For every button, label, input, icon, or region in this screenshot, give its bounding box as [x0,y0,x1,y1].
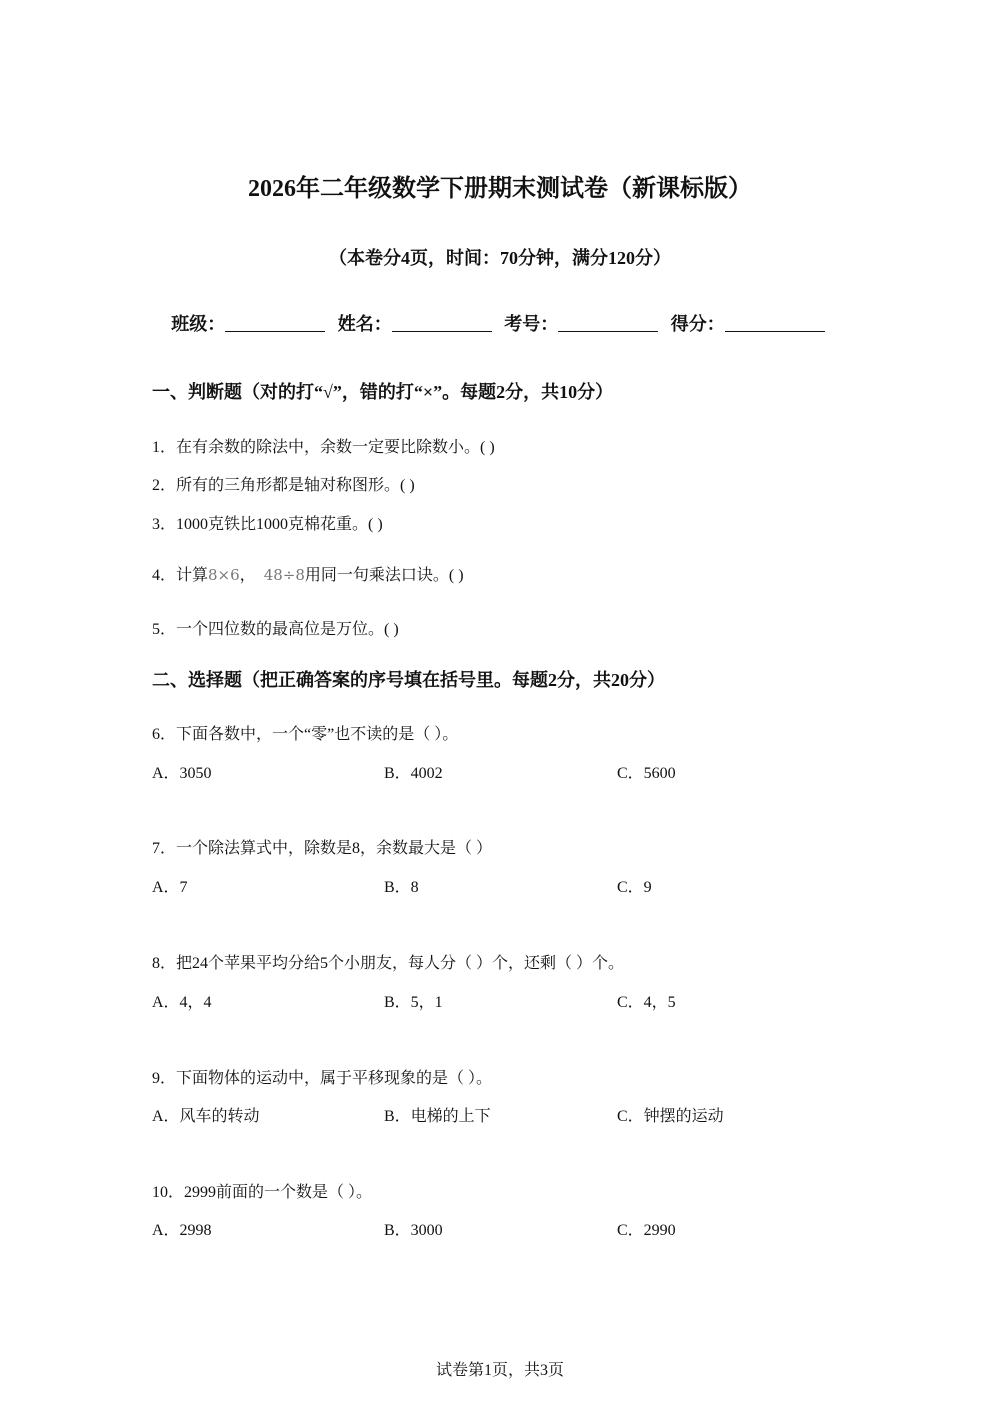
question-4-expr1: 8×6 [208,566,240,584]
question-4 [152,562,464,585]
section-true-false-title: 一、判断题（对的打“√”，错的打“×”。每题2分，共10分） [152,382,614,402]
question-4-before: 4．计算 [152,567,209,584]
question-6-option-c: C．5600 [617,765,676,782]
question-8-option-a: A．4，4 [152,994,212,1011]
question-6-option-a: A．3050 [152,765,212,782]
question-10-option-a: A．2998 [152,1222,212,1239]
page-subtitle: （本卷分4页，时间：70分钟，满分120分） [329,248,671,268]
question-5: 5．一个四位数的最高位是万位。( ) [152,621,399,638]
student-info-row [0,310,1000,336]
question-7-option-a: A．7 [152,879,188,896]
question-9: 9．下面物体的运动中，属于平移现象的是（ ）。 [152,1070,493,1087]
class-blank[interactable] [225,313,325,332]
question-7-option-b: B．8 [384,879,419,896]
question-6: 6．下面各数中，一个“零”也不读的是（ ）。 [152,726,459,743]
page-footer: 试卷第1页，共3页 [435,1362,564,1379]
question-9-option-a: A．风车的转动 [152,1108,260,1125]
exam-number-label: 考号： [504,314,559,334]
question-4-sep: ， [239,567,256,584]
page-title: 2026年二年级数学下册期末测试卷（新课标版） [248,176,752,202]
class-label: 班级： [171,314,226,334]
question-10: 10．2999前面的一个数是（ ）。 [152,1184,373,1201]
question-8-option-c: C．4，5 [617,994,676,1011]
question-8-option-b: B．5，1 [384,994,443,1011]
question-4-expr2: 48÷8 [263,566,305,584]
question-10-option-b: B．3000 [384,1222,443,1239]
name-label: 姓名： [337,314,392,334]
question-7: 7．一个除法算式中，除数是8，余数最大是（ ） [152,840,493,857]
question-8: 8．把24个苹果平均分给5个小朋友，每人分（ ）个，还剩（ ）个。 [152,955,625,972]
question-2: 2．所有的三角形都是轴对称图形。( ) [152,477,415,494]
question-9-option-c: C．钟摆的运动 [617,1108,724,1125]
question-10-option-c: C．2990 [617,1222,676,1239]
exam-number-blank[interactable] [558,313,658,332]
question-7-option-c: C．9 [617,879,652,896]
question-3: 3．1000克铁比1000克棉花重。( ) [152,516,383,533]
question-9-option-b: B．电梯的上下 [384,1108,491,1125]
score-label: 得分： [670,314,725,334]
section-choice-title: 二、选择题（把正确答案的序号填在括号里。每题2分，共20分） [152,670,665,690]
score-blank[interactable] [725,313,825,332]
question-6-option-b: B．4002 [384,765,443,782]
question-4-after: 用同一句乘法口诀。( ) [304,567,464,584]
question-1: 1．在有余数的除法中，余数一定要比除数小。( ) [152,439,495,456]
name-blank[interactable] [392,313,492,332]
